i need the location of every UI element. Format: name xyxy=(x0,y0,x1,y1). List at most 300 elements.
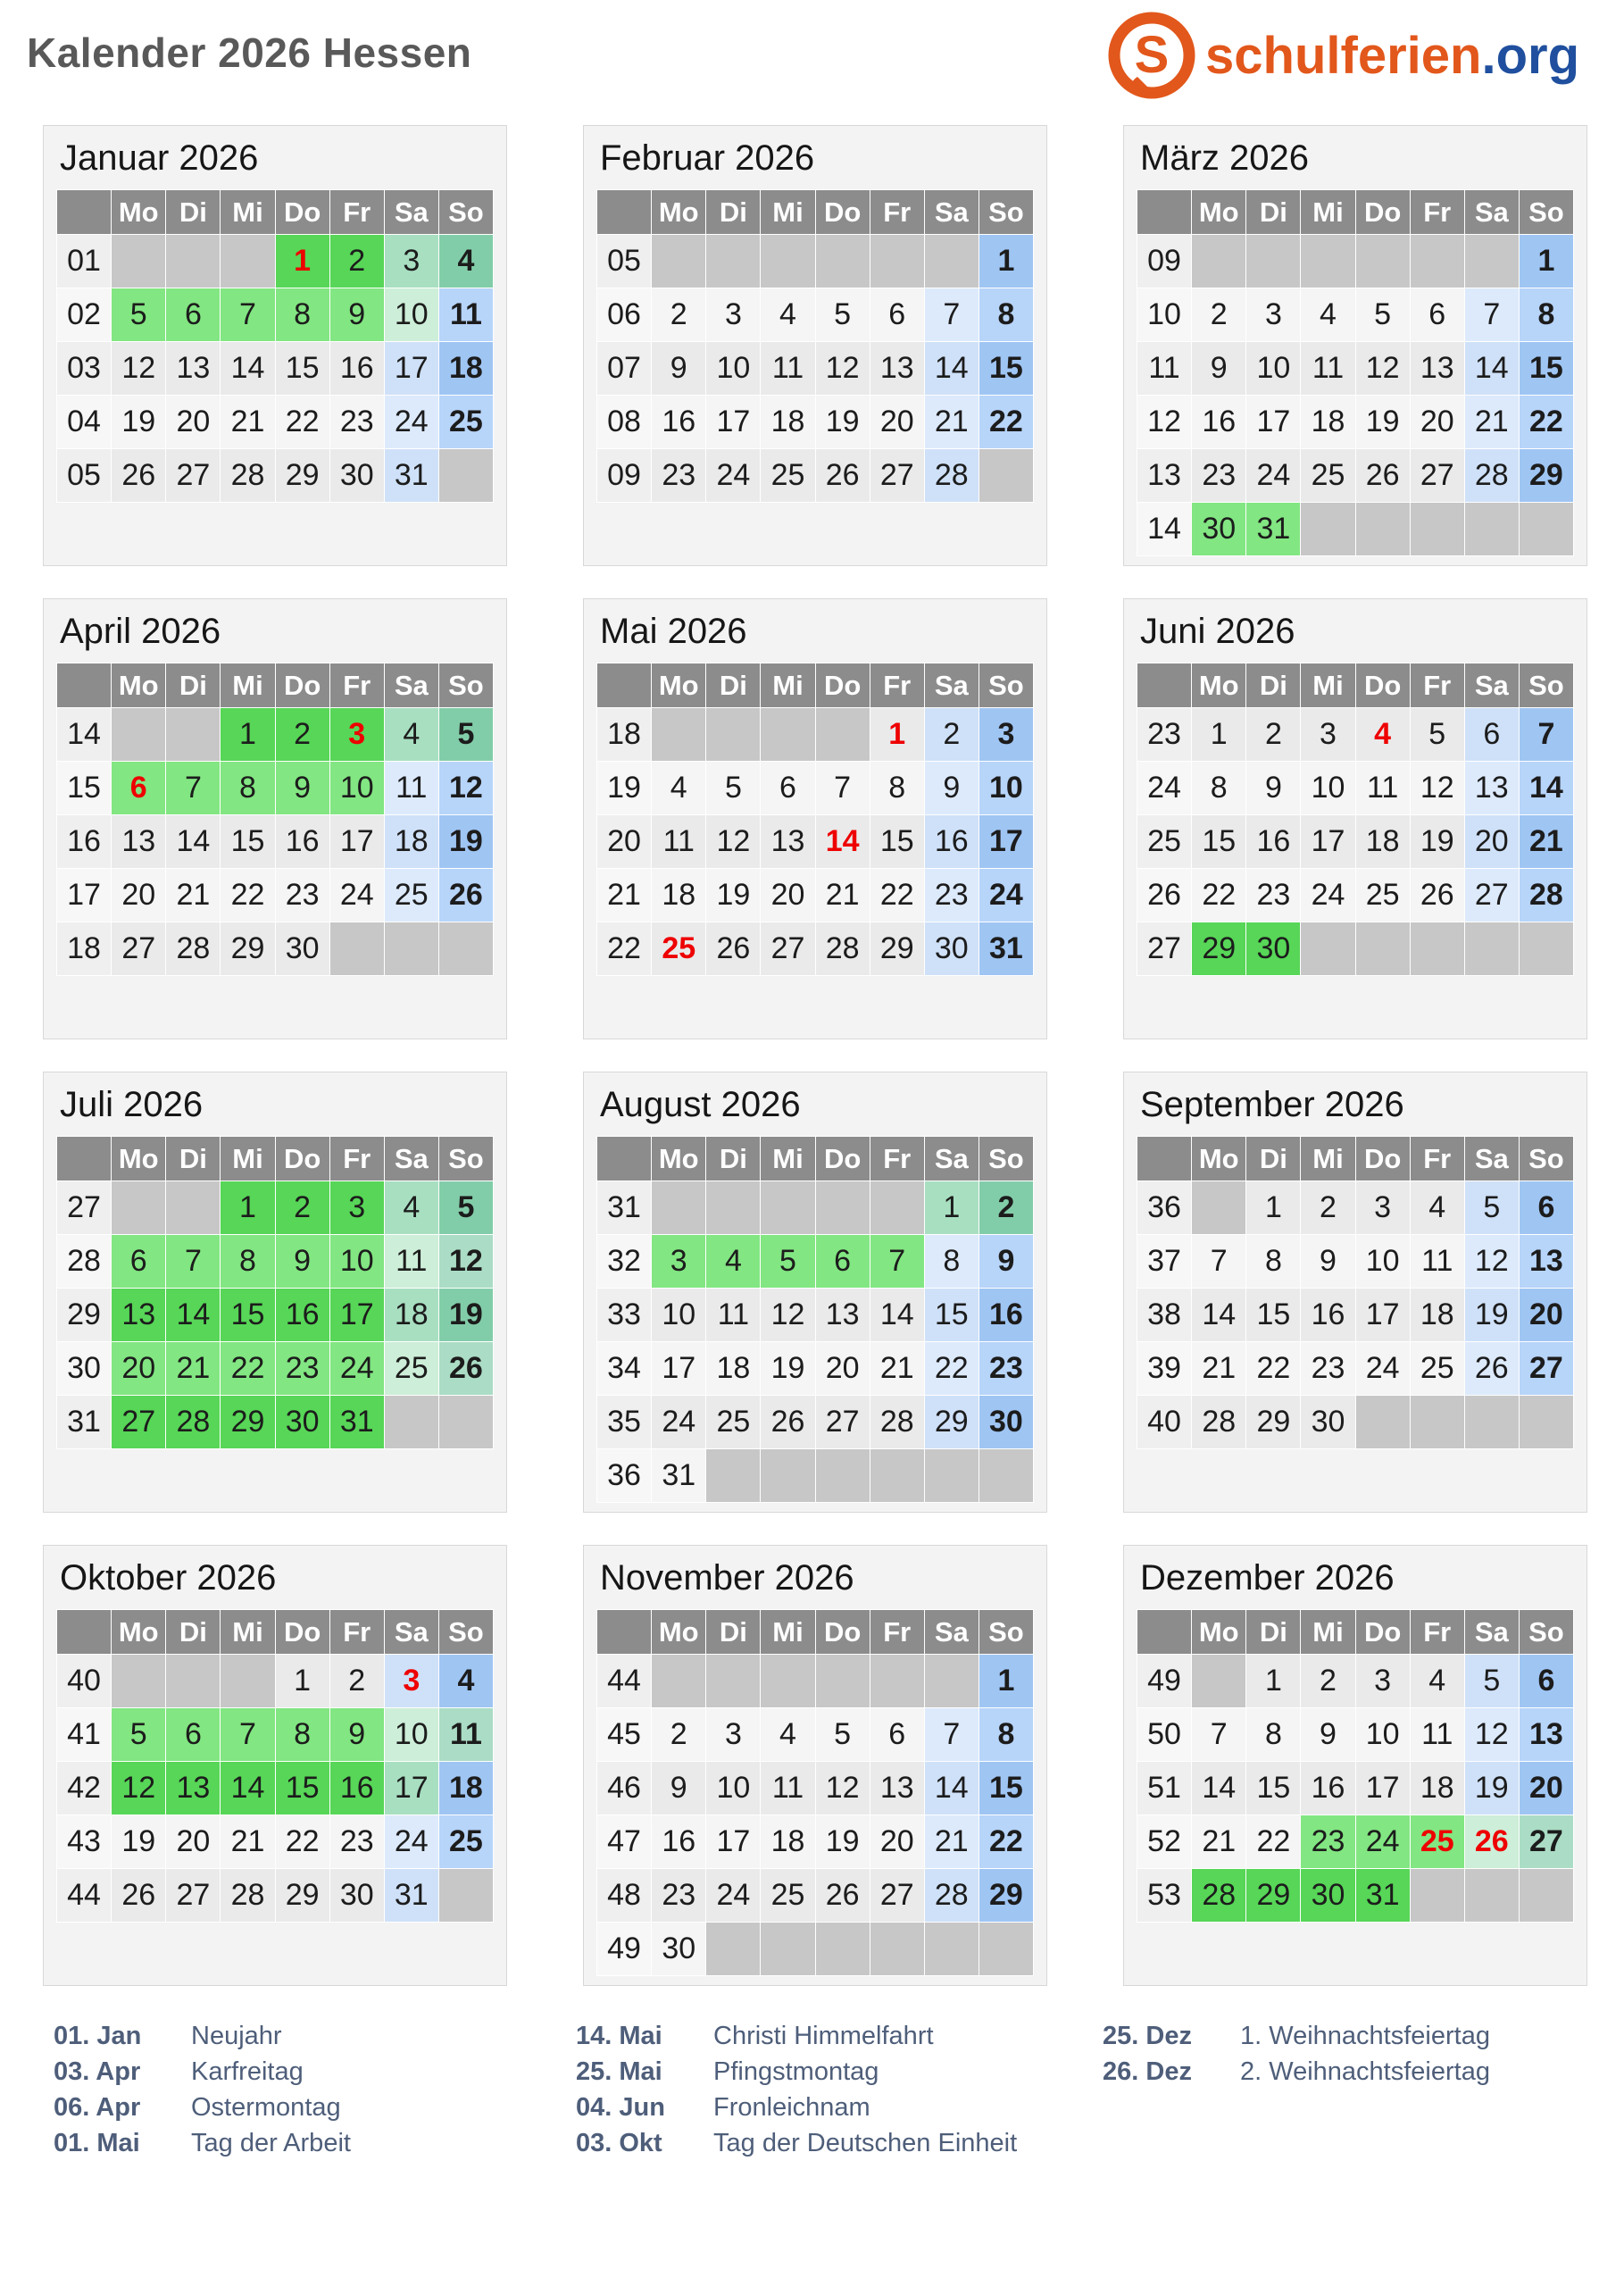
legend-holiday-name: Karfreitag xyxy=(191,2057,304,2086)
weekday-header-mo: Mo xyxy=(1192,190,1246,235)
week-row xyxy=(57,869,494,922)
day-cell: 12 xyxy=(1464,1708,1519,1762)
week-row xyxy=(1137,342,1574,396)
day-cell: 22 xyxy=(924,1342,979,1396)
week-row xyxy=(597,1181,1034,1235)
day-cell: 2 xyxy=(979,1181,1033,1235)
weekday-header-mi: Mi xyxy=(761,190,815,235)
weekday-header-fr: Fr xyxy=(1410,1610,1464,1655)
weekday-header-fr: Fr xyxy=(1410,1137,1464,1181)
weekday-header-fr: Fr xyxy=(870,663,924,708)
day-cell: 22 xyxy=(275,1815,329,1869)
weekday-header-sa: Sa xyxy=(384,190,438,235)
day-cell: 19 xyxy=(1464,1289,1519,1342)
week-row xyxy=(1137,1815,1574,1869)
day-cell: 15 xyxy=(221,1289,275,1342)
weekday-header-mo: Mo xyxy=(112,663,166,708)
week-row xyxy=(1137,235,1574,288)
day-cell: 5 xyxy=(438,1181,493,1235)
header xyxy=(0,0,1624,125)
week-row xyxy=(57,1762,494,1815)
weekday-header-mo: Mo xyxy=(652,663,706,708)
day-cell: 7 xyxy=(924,288,979,342)
day-cell: 25 xyxy=(761,1869,815,1923)
day-cell: 23 xyxy=(329,1815,384,1869)
weekday-header-fr: Fr xyxy=(329,190,384,235)
legend-holiday-name: Fronleichnam xyxy=(713,2093,870,2122)
day-cell: 9 xyxy=(1246,762,1301,815)
day-cell: 30 xyxy=(329,449,384,503)
day-cell: 3 xyxy=(329,1181,384,1235)
day-cell: 8 xyxy=(221,1235,275,1289)
day-cell: 8 xyxy=(1519,288,1573,342)
day-cell: 21 xyxy=(166,869,221,922)
day-cell: 7 xyxy=(924,1708,979,1762)
week-number: 29 xyxy=(57,1289,112,1342)
day-cell: 31 xyxy=(652,1449,706,1503)
weekday-header-so: So xyxy=(438,663,493,708)
day-cell: 8 xyxy=(870,762,924,815)
empty-day-cell xyxy=(706,1181,761,1235)
week-number: 21 xyxy=(597,869,652,922)
empty-day-cell xyxy=(706,1923,761,1976)
schulferien-logo[interactable] xyxy=(1107,11,1579,100)
day-cell: 26 xyxy=(112,1869,166,1923)
day-cell: 20 xyxy=(166,396,221,449)
day-cell: 7 xyxy=(815,762,870,815)
day-cell: 25 xyxy=(1355,869,1410,922)
day-cell: 25 xyxy=(1410,1342,1464,1396)
weekday-header-mi: Mi xyxy=(1301,190,1355,235)
day-cell: 14 xyxy=(870,1289,924,1342)
empty-day-cell xyxy=(1301,922,1355,976)
day-cell: 5 xyxy=(1464,1181,1519,1235)
week-row xyxy=(57,1396,494,1449)
day-cell: 18 xyxy=(761,396,815,449)
day-cell: 16 xyxy=(329,342,384,396)
day-cell: 17 xyxy=(652,1342,706,1396)
empty-day-cell xyxy=(166,235,221,288)
month-table xyxy=(56,1609,494,1923)
weekday-header-mi: Mi xyxy=(221,1137,275,1181)
day-cell: 30 xyxy=(979,1396,1033,1449)
legend-column xyxy=(54,2018,576,2161)
empty-day-cell xyxy=(112,1181,166,1235)
day-cell: 26 xyxy=(1464,1342,1519,1396)
day-cell: 17 xyxy=(329,1289,384,1342)
day-cell: 6 xyxy=(1519,1181,1573,1235)
empty-day-cell xyxy=(1246,235,1301,288)
weeknumber-column-header xyxy=(1137,1137,1192,1181)
day-cell: 22 xyxy=(1246,1815,1301,1869)
weekday-header-fr: Fr xyxy=(870,1137,924,1181)
empty-day-cell xyxy=(870,235,924,288)
day-cell: 30 xyxy=(329,1869,384,1923)
week-number: 43 xyxy=(57,1815,112,1869)
day-cell: 27 xyxy=(112,1396,166,1449)
week-number: 35 xyxy=(597,1396,652,1449)
day-cell: 8 xyxy=(979,288,1033,342)
legend-item xyxy=(1103,2054,1624,2090)
day-cell: 26 xyxy=(438,1342,493,1396)
day-cell: 27 xyxy=(870,449,924,503)
week-row xyxy=(57,342,494,396)
day-cell: 13 xyxy=(815,1289,870,1342)
empty-day-cell xyxy=(815,708,870,762)
week-row xyxy=(597,235,1034,288)
weeknumber-column-header xyxy=(1137,663,1192,708)
weekday-header-do: Do xyxy=(275,190,329,235)
day-cell: 13 xyxy=(1410,342,1464,396)
day-cell: 26 xyxy=(1410,869,1464,922)
day-cell: 1 xyxy=(1192,708,1246,762)
legend-date: 03. Okt xyxy=(576,2129,662,2157)
day-cell: 21 xyxy=(1519,815,1573,869)
day-cell: 24 xyxy=(329,869,384,922)
day-cell: 12 xyxy=(438,762,493,815)
empty-day-cell xyxy=(870,1181,924,1235)
weekday-header-mo: Mo xyxy=(112,190,166,235)
empty-day-cell xyxy=(1519,1869,1573,1923)
month-februar-2026 xyxy=(583,125,1047,566)
day-cell: 6 xyxy=(1464,708,1519,762)
day-cell: 18 xyxy=(384,1289,438,1342)
day-cell: 10 xyxy=(384,1708,438,1762)
legend-item xyxy=(576,2125,1103,2161)
legend-date: 04. Jun xyxy=(576,2093,665,2122)
month-title: Januar 2026 xyxy=(60,138,259,178)
week-number: 07 xyxy=(597,342,652,396)
empty-day-cell xyxy=(761,1655,815,1708)
empty-day-cell xyxy=(329,922,384,976)
day-cell: 10 xyxy=(979,762,1033,815)
day-cell: 10 xyxy=(652,1289,706,1342)
week-row xyxy=(597,449,1034,503)
empty-day-cell xyxy=(1410,503,1464,556)
day-cell: 2 xyxy=(275,1181,329,1235)
day-cell: 21 xyxy=(1464,396,1519,449)
week-number: 40 xyxy=(57,1655,112,1708)
day-cell: 15 xyxy=(979,342,1033,396)
day-cell: 1 xyxy=(979,235,1033,288)
day-cell: 18 xyxy=(761,1815,815,1869)
day-cell: 29 xyxy=(275,449,329,503)
day-cell: 9 xyxy=(652,342,706,396)
month-title: Dezember 2026 xyxy=(1140,1558,1395,1598)
day-cell: 23 xyxy=(1301,1342,1355,1396)
day-cell: 19 xyxy=(1464,1762,1519,1815)
month-table xyxy=(56,1136,494,1449)
day-cell: 31 xyxy=(384,1869,438,1923)
day-cell: 13 xyxy=(870,1762,924,1815)
weekday-header-mi: Mi xyxy=(221,1610,275,1655)
day-cell: 14 xyxy=(166,1289,221,1342)
week-number: 28 xyxy=(57,1235,112,1289)
week-row xyxy=(57,1235,494,1289)
day-cell: 11 xyxy=(1410,1235,1464,1289)
day-cell: 23 xyxy=(329,396,384,449)
weekday-header-di: Di xyxy=(1246,190,1301,235)
month-oktober-2026 xyxy=(43,1545,507,1986)
week-row xyxy=(57,235,494,288)
day-cell: 26 xyxy=(761,1396,815,1449)
week-number: 09 xyxy=(1137,235,1192,288)
day-cell: 22 xyxy=(275,396,329,449)
day-cell: 22 xyxy=(870,869,924,922)
empty-day-cell xyxy=(761,1181,815,1235)
day-cell: 22 xyxy=(1192,869,1246,922)
empty-day-cell xyxy=(706,1655,761,1708)
day-cell: 13 xyxy=(166,342,221,396)
empty-day-cell xyxy=(1464,235,1519,288)
day-cell: 21 xyxy=(1192,1342,1246,1396)
day-cell: 5 xyxy=(1464,1655,1519,1708)
day-cell: 16 xyxy=(329,1762,384,1815)
day-cell: 21 xyxy=(221,396,275,449)
day-cell: 10 xyxy=(1355,1235,1410,1289)
day-cell: 2 xyxy=(329,235,384,288)
empty-day-cell xyxy=(166,708,221,762)
week-row xyxy=(597,1708,1034,1762)
day-cell: 30 xyxy=(275,1396,329,1449)
day-cell: 4 xyxy=(1355,708,1410,762)
weekday-header-do: Do xyxy=(275,1137,329,1181)
weekday-header-mi: Mi xyxy=(221,663,275,708)
day-cell: 23 xyxy=(275,869,329,922)
weekday-header-fr: Fr xyxy=(329,1137,384,1181)
day-cell: 11 xyxy=(384,1235,438,1289)
legend-date: 25. Dez xyxy=(1103,2022,1192,2050)
empty-day-cell xyxy=(1410,235,1464,288)
week-row xyxy=(597,1396,1034,1449)
week-row xyxy=(597,869,1034,922)
day-cell: 20 xyxy=(1519,1289,1573,1342)
weekday-header-sa: Sa xyxy=(1464,190,1519,235)
month-juli-2026 xyxy=(43,1072,507,1513)
week-number: 08 xyxy=(597,396,652,449)
week-number: 06 xyxy=(597,288,652,342)
empty-day-cell xyxy=(1410,1396,1464,1449)
day-cell: 16 xyxy=(652,1815,706,1869)
day-cell: 24 xyxy=(1355,1815,1410,1869)
day-cell: 24 xyxy=(1301,869,1355,922)
month-november-2026 xyxy=(583,1545,1047,1986)
day-cell: 30 xyxy=(652,1923,706,1976)
empty-day-cell xyxy=(1301,235,1355,288)
day-cell: 7 xyxy=(221,1708,275,1762)
day-cell: 29 xyxy=(1246,1396,1301,1449)
empty-day-cell xyxy=(815,1181,870,1235)
empty-day-cell xyxy=(1355,235,1410,288)
day-cell: 15 xyxy=(1519,342,1573,396)
day-cell: 31 xyxy=(1246,503,1301,556)
weeknumber-column-header xyxy=(1137,1610,1192,1655)
day-cell: 1 xyxy=(924,1181,979,1235)
day-cell: 4 xyxy=(438,235,493,288)
week-row xyxy=(1137,1869,1574,1923)
weekday-header-so: So xyxy=(1519,190,1573,235)
day-cell: 29 xyxy=(221,1396,275,1449)
week-number: 50 xyxy=(1137,1708,1192,1762)
day-cell: 21 xyxy=(221,1815,275,1869)
day-cell: 19 xyxy=(438,1289,493,1342)
day-cell: 23 xyxy=(275,1342,329,1396)
month-august-2026 xyxy=(583,1072,1047,1513)
day-cell: 18 xyxy=(1355,815,1410,869)
weeknumber-column-header xyxy=(597,1137,652,1181)
empty-day-cell xyxy=(652,1181,706,1235)
day-cell: 22 xyxy=(221,869,275,922)
month-title: Mai 2026 xyxy=(600,612,747,651)
day-cell: 10 xyxy=(706,342,761,396)
weekday-header-mi: Mi xyxy=(761,663,815,708)
weekday-header-di: Di xyxy=(706,190,761,235)
day-cell: 31 xyxy=(384,449,438,503)
weekday-header-fr: Fr xyxy=(1410,663,1464,708)
day-cell: 15 xyxy=(870,815,924,869)
month-title: August 2026 xyxy=(600,1085,801,1124)
day-cell: 3 xyxy=(384,235,438,288)
day-cell: 3 xyxy=(979,708,1033,762)
day-cell: 14 xyxy=(1192,1762,1246,1815)
week-row xyxy=(1137,708,1574,762)
day-cell: 16 xyxy=(652,396,706,449)
day-cell: 17 xyxy=(979,815,1033,869)
day-cell: 27 xyxy=(870,1869,924,1923)
week-number: 47 xyxy=(597,1815,652,1869)
day-cell: 21 xyxy=(815,869,870,922)
day-cell: 9 xyxy=(924,762,979,815)
month-table xyxy=(1137,189,1574,556)
empty-day-cell xyxy=(112,235,166,288)
weekday-header-mo: Mo xyxy=(1192,663,1246,708)
day-cell: 20 xyxy=(1464,815,1519,869)
weekday-header-fr: Fr xyxy=(870,190,924,235)
day-cell: 27 xyxy=(1410,449,1464,503)
empty-day-cell xyxy=(761,1923,815,1976)
week-row xyxy=(1137,396,1574,449)
weekday-header-so: So xyxy=(979,190,1033,235)
day-cell: 3 xyxy=(1246,288,1301,342)
month-januar-2026 xyxy=(43,125,507,566)
day-cell: 25 xyxy=(1301,449,1355,503)
weekday-header-do: Do xyxy=(1355,1610,1410,1655)
day-cell: 13 xyxy=(166,1762,221,1815)
day-cell: 24 xyxy=(329,1342,384,1396)
day-cell: 27 xyxy=(761,922,815,976)
logo-text xyxy=(1205,26,1579,86)
empty-day-cell xyxy=(1410,1869,1464,1923)
day-cell: 18 xyxy=(652,869,706,922)
week-number: 36 xyxy=(597,1449,652,1503)
day-cell: 14 xyxy=(1464,342,1519,396)
day-cell: 19 xyxy=(761,1342,815,1396)
day-cell: 4 xyxy=(1410,1655,1464,1708)
month-april-2026 xyxy=(43,598,507,1039)
day-cell: 14 xyxy=(1192,1289,1246,1342)
day-cell: 10 xyxy=(329,1235,384,1289)
day-cell: 5 xyxy=(815,1708,870,1762)
week-number: 40 xyxy=(1137,1396,1192,1449)
week-row xyxy=(597,708,1034,762)
day-cell: 31 xyxy=(1355,1869,1410,1923)
day-cell: 8 xyxy=(924,1235,979,1289)
week-row xyxy=(597,1342,1034,1396)
day-cell: 9 xyxy=(1192,342,1246,396)
week-number: 45 xyxy=(597,1708,652,1762)
day-cell: 29 xyxy=(979,1869,1033,1923)
day-cell: 26 xyxy=(438,869,493,922)
legend-column xyxy=(576,2018,1103,2161)
day-cell: 6 xyxy=(1519,1655,1573,1708)
week-row xyxy=(57,1708,494,1762)
week-row xyxy=(597,1815,1034,1869)
day-cell: 3 xyxy=(1355,1655,1410,1708)
weekday-header-di: Di xyxy=(166,663,221,708)
week-row xyxy=(57,708,494,762)
day-cell: 22 xyxy=(1246,1342,1301,1396)
weekday-header-fr: Fr xyxy=(329,663,384,708)
day-cell: 23 xyxy=(924,869,979,922)
day-cell: 26 xyxy=(1355,449,1410,503)
day-cell: 12 xyxy=(438,1235,493,1289)
day-cell: 15 xyxy=(1246,1762,1301,1815)
day-cell: 17 xyxy=(384,342,438,396)
day-cell: 30 xyxy=(1192,503,1246,556)
day-cell: 19 xyxy=(815,1815,870,1869)
day-cell: 6 xyxy=(112,762,166,815)
day-cell: 16 xyxy=(979,1289,1033,1342)
day-cell: 9 xyxy=(1301,1235,1355,1289)
week-row xyxy=(57,288,494,342)
week-number: 11 xyxy=(1137,342,1192,396)
month-table xyxy=(596,663,1034,976)
week-number: 42 xyxy=(57,1762,112,1815)
day-cell: 28 xyxy=(870,1396,924,1449)
legend-holiday-name: Pfingstmontag xyxy=(713,2057,879,2086)
weekday-header-sa: Sa xyxy=(1464,1610,1519,1655)
week-number: 49 xyxy=(597,1923,652,1976)
empty-day-cell xyxy=(166,1655,221,1708)
day-cell: 2 xyxy=(1301,1655,1355,1708)
day-cell: 2 xyxy=(275,708,329,762)
day-cell: 3 xyxy=(384,1655,438,1708)
empty-day-cell xyxy=(384,1396,438,1449)
day-cell: 14 xyxy=(1519,762,1573,815)
day-cell: 31 xyxy=(979,922,1033,976)
day-cell: 7 xyxy=(1464,288,1519,342)
day-cell: 7 xyxy=(221,288,275,342)
page-title: Kalender 2026 Hessen xyxy=(27,29,472,76)
weekday-header-so: So xyxy=(979,1137,1033,1181)
empty-day-cell xyxy=(815,1655,870,1708)
weekday-header-do: Do xyxy=(1355,663,1410,708)
week-number: 10 xyxy=(1137,288,1192,342)
holiday-legend xyxy=(54,2018,1624,2161)
day-cell: 28 xyxy=(166,1396,221,1449)
weekday-header-sa: Sa xyxy=(384,1610,438,1655)
day-cell: 29 xyxy=(1192,922,1246,976)
month-mai-2026 xyxy=(583,598,1047,1039)
day-cell: 25 xyxy=(706,1396,761,1449)
day-cell: 9 xyxy=(652,1762,706,1815)
empty-day-cell xyxy=(1355,922,1410,976)
day-cell: 28 xyxy=(815,922,870,976)
day-cell: 23 xyxy=(1246,869,1301,922)
empty-day-cell xyxy=(815,235,870,288)
day-cell: 24 xyxy=(384,396,438,449)
day-cell: 1 xyxy=(275,1655,329,1708)
